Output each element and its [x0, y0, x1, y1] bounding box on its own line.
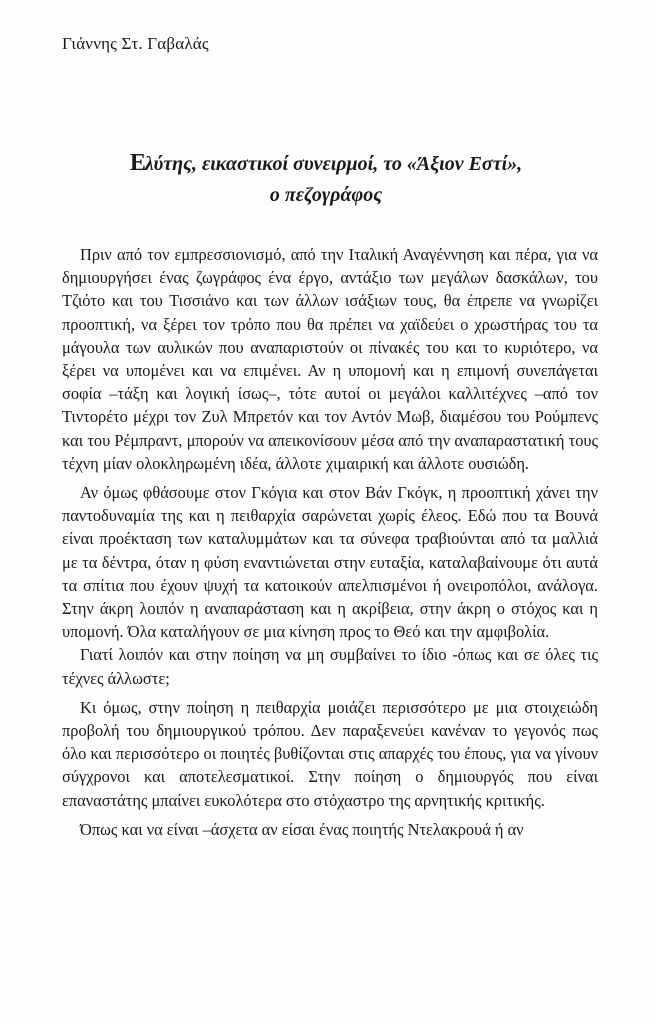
body-text [62, 243, 598, 841]
paragraph-4: Κι όμως, στην ποίηση η πειθαρχία μοιάζει περισσότερο με μια στοιχειώδη προβολή του δημιουργικού τρόπου. Δεν παραξενεύει κανέναν το γεγονός πως όλο και περισσότερο οι ποιητές βυθίζονται στις απαρχές του έπους, για να γίνουν σύγχρονοι και αποτελεσματικοί. Στην ποίηση ο δημιουργός που είναι επαναστάτης μπαίνει ευκολότερα στο στόχαστρο της αρνητικής κριτικής. [62, 697, 598, 810]
paragraph-1: Πριν από τον εμπρεσσιονισμό, από την Ιταλική Αναγέννηση και πέρα, για να δημιουργήσει ένας ζωγράφος ένα έργο, αντάξιο των μεγάλων δασκάλων, του Τζιότο και του Τισσιάνο και των άλλων ισάξιων τους, θα έπρεπε να γνωρίζει προοπτική, να ξέρει τον τρόπο που θα πρέπει να χαϊδεύει ο χρωστήρας του τα μάγουλα των αυλικών που αναπαριστούν οι πίνακές του και το κυριότερο, να ξέρει να υπομένει και να επιμένει. Αν η υπομονή και η επιμονή συνεπάγεται σοφία –τάξη και λογική ίσως–, τότε αυτοί οι μεγάλοι καλλιτέχνες –από τον Τιντορέτο μέχρι τον Ζυλ Μπρετόν και τον Αντόν Μωβ, διαμέσου του Ρούμπενς και του Ρέμπραντ, μπορούν να απεικονίσουν μέσα από την αναπαραστατική τους τέχνη μίαν ολοκληρωμένη ιδέα, άλλοτε χιμαιρική και άλλοτε ουσιώδη. [62, 245, 598, 473]
chapter-title-line-2: ο πεζογράφος [269, 184, 383, 206]
chapter-title-line-1-text: λύτης, εικαστικοί συνειρμοί, το «Άξιον Εστί», [144, 153, 523, 175]
running-head-author: Γιάννης Στ. Γαβαλάς [62, 34, 209, 53]
paragraph-3: Γιατί λοιπόν και στην ποίηση να μη συμβαίνει το ίδιο -όπως και σε όλες τις τέχνες άλλωστε; [62, 645, 598, 688]
chapter-title-line-1 [62, 148, 590, 180]
chapter-title-initial: Ε [129, 150, 145, 176]
chapter-title [62, 148, 590, 211]
paragraph-5: Όπως και να είναι –άσχετα αν είσαι ένας ποιητής Ντελακρουά ή αν [80, 819, 524, 839]
paragraph-2: Αν όμως φθάσουμε στον Γκόγια και στον Βάν Γκόγκ, η προοπτική χάνει την παντοδυναμία της και η πειθαρχία σαρώνεται χωρίς έλεος. Εδώ που τα Βουνά είναι προέκταση των καταλυμμάτων και τα σύνεφα τραβιούνται από τα μαλλιά με τα δέντρα, όταν η φύση εναντιώνεται στην ευταξία, καταλαβαίνουμε ότι αυτά τα σπίτια που έχουν ψυχή τα κατοικούν απελπισμένοι ή ονειροπόλοι, ανάλογα. Στην άκρη λοιπόν η αναπαράσταση και η ακρίβεια, στην άκρη ο στόχος και η υπομονή. Όλα καταλήγουν σε μια κίνηση προς το Θεό και την αμφιβολία. [62, 483, 598, 642]
